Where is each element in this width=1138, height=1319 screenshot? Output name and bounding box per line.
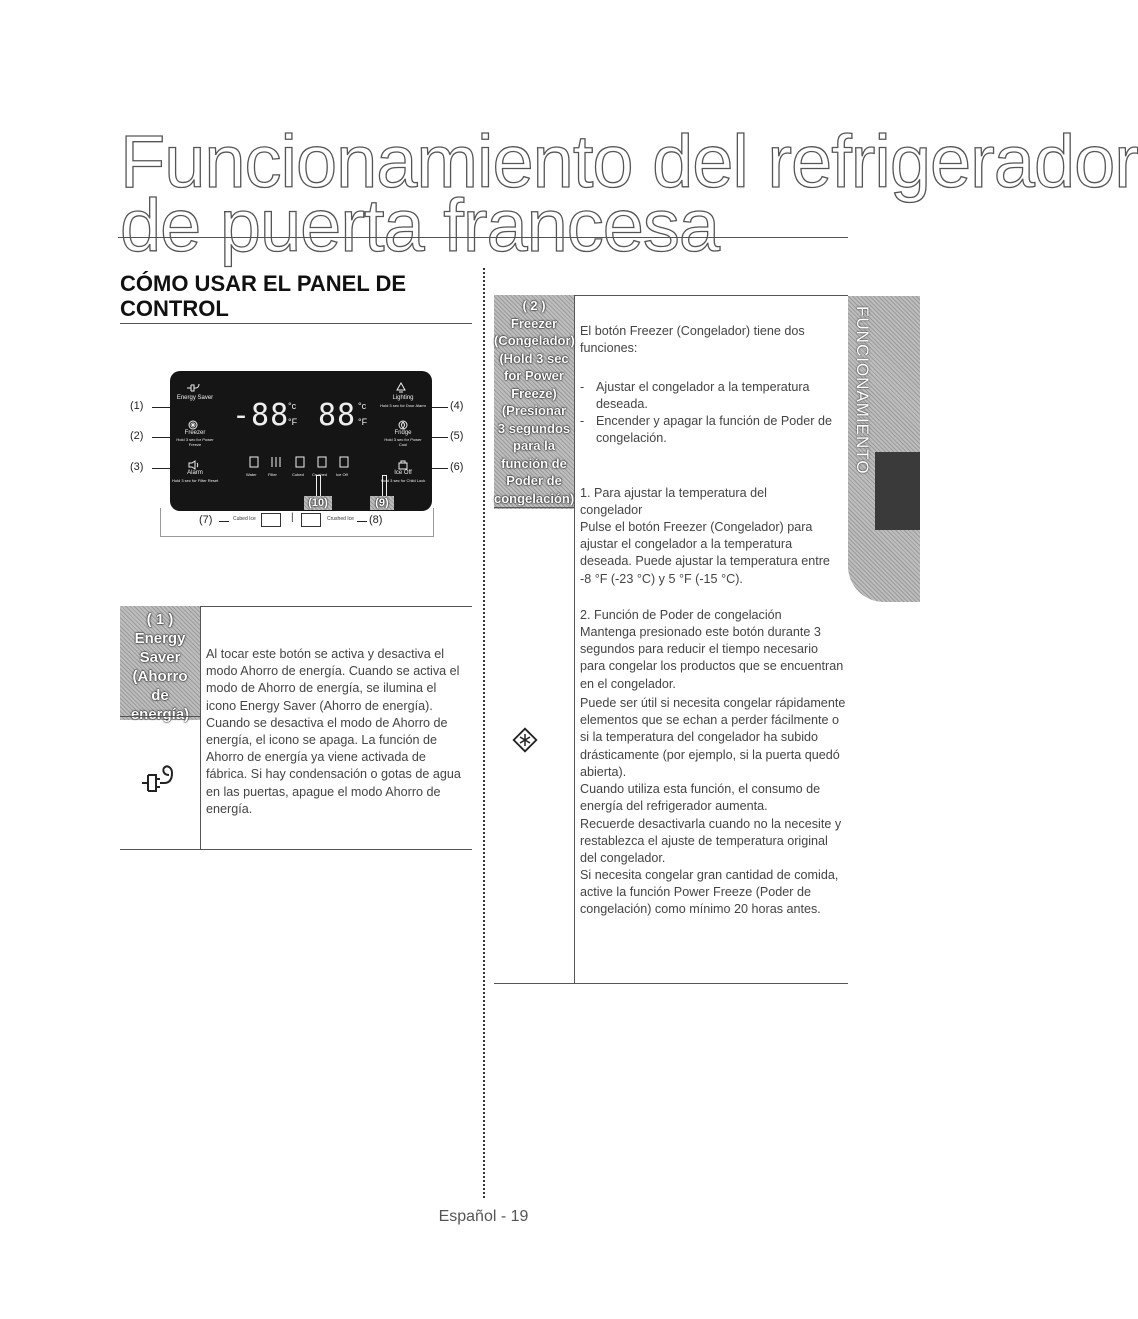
freezer-button-sublabel: Hold 3 sec for Power Freeze (176, 437, 214, 447)
freezer-item1-title: 1. Para ajustar la temperatura del congelador (580, 486, 767, 518)
freezer-item1-text: Pulse el botón Freezer (Congelador) para ajustar el congelador a la temperatura deseada. Puede ajustar la temperatura entre -8 °F (-23 °C) y 5 °F (-15 °C). (580, 520, 830, 586)
callout-line-7 (219, 521, 229, 522)
section-heading-rule (120, 323, 472, 324)
freezer-col-divider (574, 295, 575, 983)
callout-7: (7) (199, 514, 213, 526)
energy-saver-icon-divider (120, 716, 200, 717)
freezer-header-l8: para la (513, 438, 555, 453)
control-panel-illustration (120, 365, 480, 545)
snowflake-icon (512, 727, 538, 758)
energy-saver-header-l5: energía) (130, 706, 190, 723)
energy-saver-header-num: ( 1 ) (146, 611, 174, 628)
freezer-unit-f: °F (288, 417, 298, 427)
crushed-ice-label: Crushed Ice (327, 516, 354, 522)
freezer-header-l11: congelación) (494, 490, 575, 506)
freezer-bullet-2: Encender y apagar la función de Poder de congelación. (596, 414, 832, 446)
page-footer: Español - 19 (438, 1208, 529, 1225)
callout-1: (1) (130, 400, 144, 412)
freezer-item2-title: 2. Función de Poder de congelación (580, 608, 782, 622)
callout-6: (6) (450, 461, 464, 473)
freezer-header-l9: función de (501, 455, 567, 471)
lighting-button-sublabel: Hold 3 sec for Door Alarm (380, 403, 426, 408)
title-underline (118, 237, 848, 238)
freezer-top-rule (574, 295, 848, 296)
freezer-bottom-rule (494, 983, 848, 984)
freezer-block (494, 295, 848, 983)
energy-saver-header-l2: Saver (139, 649, 181, 666)
energy-saver-bottom-rule (120, 849, 472, 850)
control-panel (170, 371, 432, 511)
energy-saver-button-label[interactable]: Energy Saver (176, 395, 214, 401)
freezer-bullet-2-dash: - (580, 414, 585, 428)
freezer-header-l1: Freezer (510, 315, 558, 331)
callout-8: (8) (369, 514, 383, 526)
dispenser-label-ice-off: Ice Off (336, 472, 348, 477)
freezer-icon-divider (494, 507, 574, 508)
cubed-ice-label: Cubed Ice (233, 516, 256, 522)
ice-off-button-label[interactable]: Ice Off (394, 470, 412, 476)
freezer-header-l2: (Congelador) (494, 333, 575, 348)
freezer-item2-p4: Recuerde desactivarla cuando no la necesite y restablezca el ajuste de temperatura original del congelador. (580, 817, 842, 866)
ice-selector-strip (160, 508, 434, 537)
callout-pointer-9 (382, 475, 387, 497)
energy-saver-col-divider (200, 606, 201, 849)
freezer-bullet-1-dash: - (580, 380, 585, 394)
dispenser-label-water: Water (246, 472, 257, 477)
dispenser-label-filter: Filter (268, 472, 277, 477)
freezer-unit-c: °c (288, 401, 297, 411)
freezer-item2-p2: Puede ser útil si necesita congelar rápidamente elementos que se echan a perder fácilmente o si la temperatura del congelador ha subido drásticamente (por ejemplo, si la puerta quedó abierta). (580, 696, 846, 779)
cubed-ice-button[interactable] (261, 513, 281, 527)
energy-saver-text: Al tocar este botón se activa y desactiva el modo Ahorro de energía. Cuando se activa el modo de Ahorro de energía, se ilumina el icono Energy Saver (Ahorro de energía). Cuando se desactiva el modo de Ahorro de energía, el icono se apaga. La función de Ahorro de energía ya viene activada de fábrica. Si hay condensación o gotas de agua en las puertas, apague el modo Ahorro de energía. (206, 647, 461, 816)
column-divider (483, 268, 485, 1198)
callout-line-8 (357, 521, 367, 522)
crushed-ice-button[interactable] (301, 513, 321, 527)
energy-saver-header (120, 606, 200, 723)
freezer-header-l5: Freeze) (511, 385, 557, 401)
freezer-header-num: ( 2 ) (522, 298, 546, 313)
dispenser-icons (246, 455, 366, 469)
side-tab-label: FUNCIONAMIENTO (853, 306, 872, 475)
ice-off-button-sublabel: Hold 3 sec for Child Lock (380, 478, 426, 483)
fridge-button-label[interactable]: Fridge (394, 430, 412, 436)
energy-saver-header-l3: (Ahorro (132, 668, 188, 685)
freezer-header-l6: (Presionar (501, 403, 567, 418)
side-tab-dark (875, 452, 920, 530)
callout-4: (4) (450, 400, 464, 412)
ice-selector-separator: | (291, 512, 294, 523)
fridge-temp-display: 88 (318, 398, 357, 433)
freezer-header-l7: 3 segundos (497, 420, 571, 436)
freezer-header-l10: Poder de (506, 473, 562, 488)
callout-2: (2) (130, 430, 144, 442)
energy-saver-plug-icon (140, 761, 178, 802)
lighting-button-label[interactable]: Lighting (392, 395, 414, 401)
section-heading-line1: CÓMO USAR EL PANEL DE (120, 271, 407, 296)
callout-3: (3) (130, 461, 144, 473)
energy-saver-header-l1: Energy (134, 630, 186, 647)
freezer-item2-p1: Mantenga presionado este botón durante 3 segundos para reducir el tiempo necesario para congelar los productos que se encuentran en el congelador. (580, 625, 844, 691)
alarm-button-sublabel: Hold 3 sec for Filter Reset (172, 478, 219, 483)
energy-saver-header-l4: de (151, 687, 169, 704)
freezer-header-l3: (Hold 3 sec (499, 350, 569, 366)
callout-line-2 (152, 437, 172, 438)
freezer-temp-display: -88 (232, 398, 290, 433)
freezer-button-label[interactable]: Freezer (184, 430, 206, 436)
page-title-line2: de puerta francesa (120, 184, 720, 267)
energy-saver-top-rule (200, 606, 472, 607)
freezer-header-l4: for Power (504, 368, 564, 383)
freezer-bullet-1: Ajustar el congelador a la temperatura deseada. (596, 380, 810, 412)
fridge-button-sublabel: Hold 3 sec for Power Cool (384, 437, 422, 447)
callout-line-3 (152, 468, 172, 469)
energy-saver-block (120, 606, 472, 849)
fridge-unit-c: °c (358, 401, 367, 411)
callout-pointer-10 (316, 475, 321, 497)
fridge-unit-f: °F (358, 417, 368, 427)
section-heading-line2: CONTROL (120, 296, 229, 321)
freezer-intro: El botón Freezer (Congelador) tiene dos funciones: (580, 324, 805, 356)
page-title-line1: Funcionamiento del refrigerador (120, 120, 1138, 203)
callout-line-1 (152, 407, 172, 408)
freezer-item2-p5: Si necesita congelar gran cantidad de comida, active la función Power Freeze (Poder de congelación) como mínimo 20 horas antes. (580, 868, 839, 917)
alarm-button-label[interactable]: Alarm (187, 470, 203, 476)
dispenser-label-crushed: Crushed (312, 472, 328, 477)
dispenser-label-cubed: Cubed (292, 472, 304, 477)
callout-5: (5) (450, 430, 464, 442)
freezer-header (494, 295, 574, 509)
callout-9: (9) (375, 497, 389, 509)
callout-10: (10) (308, 497, 328, 509)
freezer-item2-p3: Cuando utiliza esta función, el consumo de energía del refrigerador aumenta. (580, 782, 821, 814)
